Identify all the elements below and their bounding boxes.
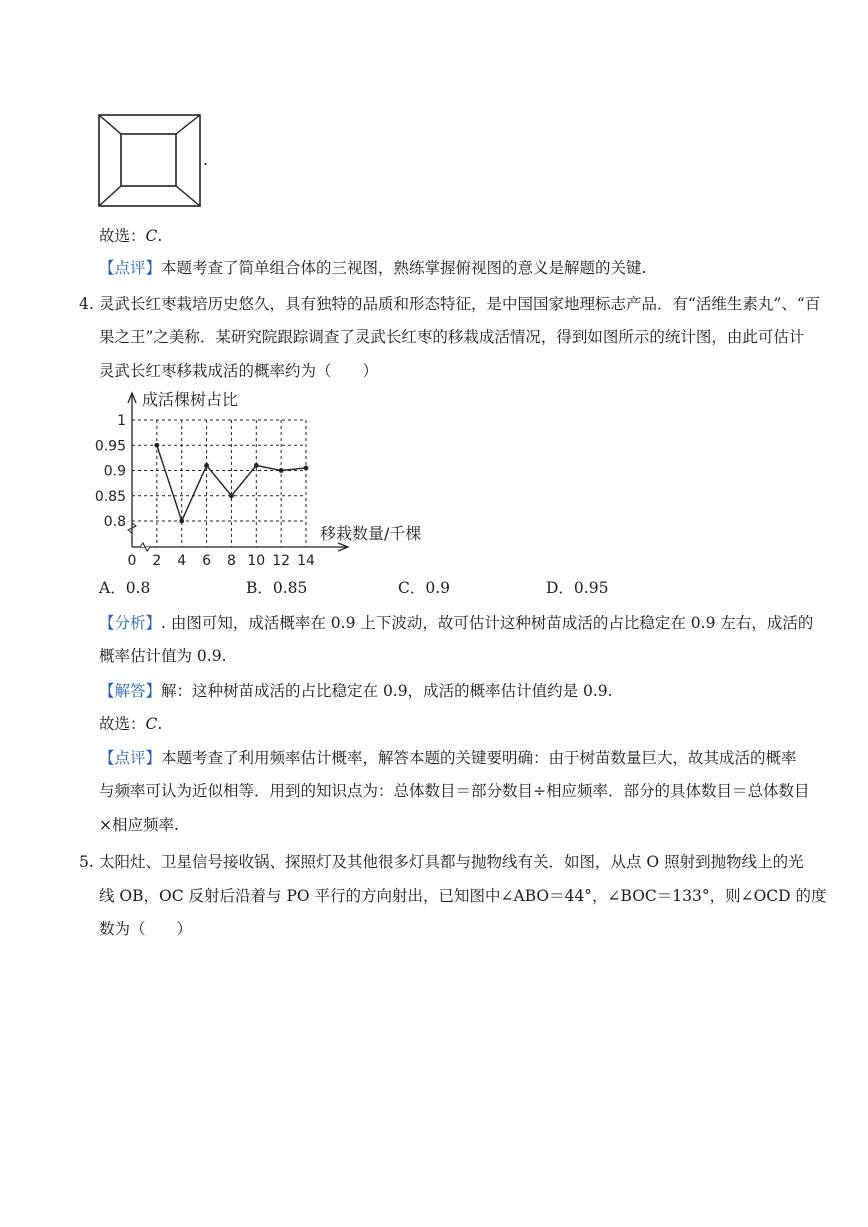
q3-comment: [99, 258, 646, 278]
y-axis-title: 成活棵树占比: [142, 390, 239, 409]
survival-rate-chart: [94, 383, 438, 573]
data-point: [179, 519, 184, 524]
corner-line: [99, 115, 121, 134]
q4-stem-line1: 灵武长红枣栽培历史悠久，具有独特的品质和形态特征，是中国国家地理标志产品．有“活维生素丸”、“百: [99, 295, 821, 313]
comment-text: 本题考查了简单组合体的三视图，熟练掌握俯视图的意义是解题的关键.: [161, 259, 647, 277]
comment-text: 本题考查了利用频率估计概率，解答本题的关键要明确：由于树苗数量巨大，故其成活的概率: [161, 749, 797, 767]
inner-square: [121, 134, 176, 186]
comment-tag: 【点评】: [99, 749, 162, 767]
answer-prefix: 故选：: [99, 715, 146, 733]
x-tick-label: 6: [202, 553, 212, 569]
q4-analysis-line1: [99, 613, 813, 633]
q4-stem-line3: 灵武长红枣移栽成活的概率约为（ ）: [99, 362, 379, 380]
x-axis-break: [140, 543, 150, 551]
x-tick-label: 8: [226, 553, 236, 569]
x-tick-label: 10: [247, 553, 266, 569]
x-tick-label: 0: [127, 553, 137, 569]
comment-tag: 【点评】: [99, 259, 162, 277]
option-d: D．0.95: [546, 579, 609, 597]
answer-suffix: .: [157, 227, 163, 245]
option-a: A．0.8: [99, 579, 151, 597]
q5-line2: 线 OB，OC 反射后沿着与 PO 平行的方向射出，已知图中∠ABO＝44°，∠BOC＝133°，则∠OCD 的度: [99, 887, 827, 905]
option-c: C．0.9: [398, 579, 451, 597]
corner-line: [99, 186, 121, 206]
y-tick-label: 0.95: [94, 438, 126, 455]
x-axis-title: 移栽数量/千棵: [320, 524, 422, 543]
corner-line: [176, 115, 200, 134]
y-tick-label: 1: [117, 413, 126, 429]
x-tick-label: 2: [152, 553, 162, 569]
x-tick-label: 12: [272, 553, 291, 569]
data-point: [204, 463, 209, 468]
data-point: [279, 468, 284, 473]
x-tick-label: 4: [177, 553, 187, 569]
q4-comment-line2: 与频率可认为近似相等．用到的知识点为：总体数目＝部分数目÷相应频率．部分的具体数目＝总体数目: [99, 782, 810, 800]
analysis-tag: 【分析】: [99, 614, 162, 632]
q5-line1: 太阳灶、卫星信号接收锅、探照灯及其他很多灯具都与抛物线有关．如图，从点 O 照射到抛物线上的光: [99, 853, 804, 871]
analysis-text: . 由图可知，成活概率在 0.9 上下波动，故可估计这种树苗成活的占比稳定在 0.9 左右，成活的: [161, 614, 814, 632]
y-tick-label: 0.8: [103, 514, 126, 530]
q4-comment-line3: ×相应频率.: [99, 816, 179, 834]
x-tick-label: 14: [297, 553, 315, 569]
q4-comment-line1: [99, 748, 797, 768]
question-number: 5.: [79, 853, 94, 871]
figure-trailing-mark: .: [203, 150, 209, 169]
y-tick-label: 0.85: [94, 488, 126, 505]
top-view-figure: [97, 112, 205, 208]
data-point: [254, 463, 259, 468]
solution-text: 解：这种树苗成活的占比稳定在 0.9，成活的概率估计值约是 0.9.: [161, 682, 613, 700]
solution-tag: 【解答】: [99, 682, 162, 700]
data-point: [229, 493, 234, 498]
corner-line: [176, 186, 200, 206]
q4-answer: [99, 714, 162, 734]
q5-line3: 数为（ ）: [99, 920, 193, 938]
question-number: 4.: [79, 295, 94, 313]
data-point: [304, 466, 309, 471]
answer-value: C: [145, 227, 158, 245]
option-b: B．0.85: [246, 579, 308, 597]
q4-stem-line2: 果之王”之美称．某研究院跟踪调查了灵武长红枣的移栽成活情况，得到如图所示的统计图，由此可估计: [99, 328, 805, 346]
data-point: [154, 443, 159, 448]
q3-answer: [99, 226, 162, 246]
answer-value: C: [145, 715, 158, 733]
q4-solution: [99, 681, 613, 701]
answer-prefix: 故选：: [99, 227, 146, 245]
q4-analysis-line2: 概率估计值为 0.9.: [99, 647, 227, 665]
answer-suffix: .: [157, 715, 163, 733]
y-tick-label: 0.9: [103, 463, 126, 480]
